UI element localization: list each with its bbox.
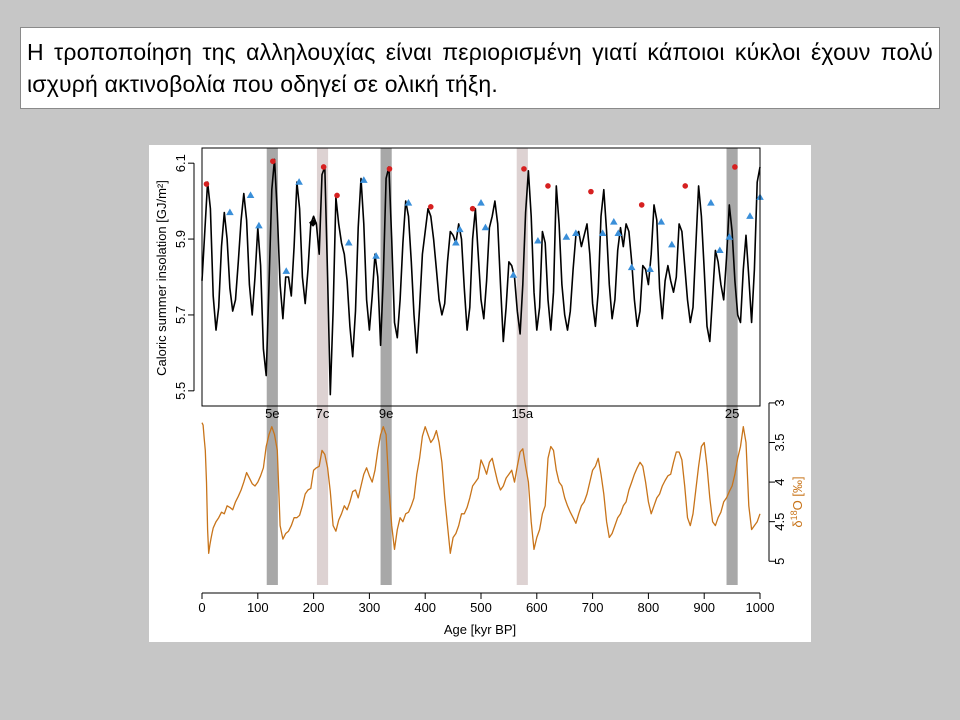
peak-triangle xyxy=(510,271,518,278)
chart-svg xyxy=(149,145,811,642)
bottom-ylabel-prefix: δ xyxy=(790,520,805,528)
caption-text: Η τροποποίηση της αλληλουχίας είναι περιορισμένη γιατί κάποιοι κύκλοι έχουν πολύ ισχυρή ακτινοβολία που οδηγεί σε ολική τήξη. xyxy=(27,39,933,97)
peak-circle xyxy=(470,206,476,212)
peak-triangle xyxy=(282,267,290,274)
top-y-tick-label: 5.7 xyxy=(173,305,188,324)
peak-circle xyxy=(204,181,210,187)
peak-triangle xyxy=(646,265,654,272)
peak-circle xyxy=(334,193,340,199)
bottom-y-tick-label: 3 xyxy=(772,399,787,407)
x-tick-label: 700 xyxy=(581,600,604,615)
x-tick-label: 400 xyxy=(414,600,437,615)
peak-triangle xyxy=(534,237,542,244)
band-label-5e: 5e xyxy=(265,406,280,421)
top-y-tick-label: 6.1 xyxy=(173,154,188,173)
peak-markers xyxy=(204,158,764,277)
peak-triangle xyxy=(255,222,263,229)
band-label-7c: 7c xyxy=(315,406,330,421)
peak-triangle xyxy=(563,233,571,240)
peak-triangle xyxy=(657,218,665,225)
top-y-tick-label: 5.9 xyxy=(173,230,188,249)
peak-triangle xyxy=(372,252,380,259)
peak-triangle xyxy=(746,212,754,219)
peak-triangle xyxy=(345,239,353,246)
peak-circle xyxy=(321,164,327,170)
x-axis-label: Age [kyr BP] xyxy=(443,622,517,637)
d18o-line xyxy=(202,423,760,554)
bottom-y-tick-label: 4 xyxy=(772,478,787,486)
x-tick-label: 1000 xyxy=(745,600,775,615)
band-label-25: 25 xyxy=(724,406,740,421)
insolation-d18o-figure xyxy=(149,145,811,642)
caption-box xyxy=(20,27,940,109)
peak-triangle xyxy=(226,209,234,216)
peak-triangle xyxy=(716,246,724,253)
peak-circle xyxy=(270,158,276,164)
peak-circle xyxy=(428,204,434,210)
bottom-y-tick-label: 5 xyxy=(772,557,787,565)
x-tick-label: 800 xyxy=(637,600,660,615)
x-tick-label: 0 xyxy=(198,600,206,615)
peak-circle xyxy=(639,202,645,208)
x-tick-label: 200 xyxy=(302,600,325,615)
d18o-series xyxy=(202,423,760,554)
band-5e xyxy=(267,148,278,585)
peak-circle xyxy=(545,183,551,189)
peak-triangle xyxy=(477,199,485,206)
peak-triangle xyxy=(452,239,460,246)
peak-circle xyxy=(732,164,738,170)
bottom-ylabel xyxy=(789,476,805,527)
bottom-ylabel-sup: 18 xyxy=(789,510,799,521)
peak-triangle xyxy=(668,241,676,248)
peak-triangle xyxy=(482,224,490,231)
top-y-tick-label: 5.5 xyxy=(173,381,188,400)
band-label-9e: 9e xyxy=(378,406,394,421)
peak-triangle xyxy=(628,264,636,271)
x-tick-label: 100 xyxy=(246,600,269,615)
peak-triangle xyxy=(247,191,255,198)
peak-triangle xyxy=(610,218,618,225)
bottom-y-tick-label: 4.5 xyxy=(772,512,787,531)
insolation-series xyxy=(202,159,760,394)
insolation-line xyxy=(202,159,760,394)
peak-circle xyxy=(682,183,688,189)
top-ylabel: Caloric summer insolation [GJ/m²] xyxy=(154,180,169,376)
peak-circle xyxy=(521,166,527,172)
bottom-y-tick-label: 3.5 xyxy=(772,433,787,452)
band-label-15a: 15a xyxy=(511,406,534,421)
x-tick-label: 600 xyxy=(525,600,548,615)
peak-triangle xyxy=(295,178,303,185)
axes xyxy=(173,154,787,615)
bottom-ylabel-suffix: O [‰] xyxy=(790,476,805,511)
peak-triangle xyxy=(456,226,464,233)
x-tick-label: 900 xyxy=(693,600,716,615)
x-tick-label: 500 xyxy=(470,600,492,615)
peak-triangle xyxy=(707,199,715,206)
peak-circle xyxy=(588,189,594,195)
x-tick-label: 300 xyxy=(358,600,381,615)
peak-circle xyxy=(387,166,393,172)
